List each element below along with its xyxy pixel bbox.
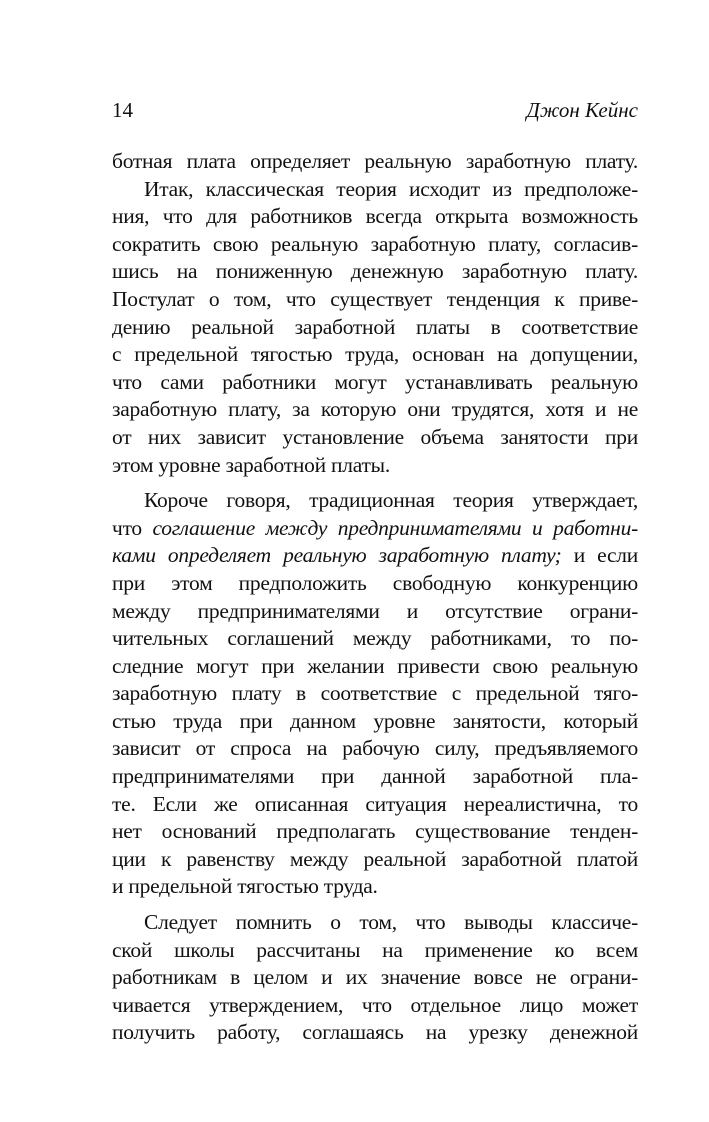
running-head-author: Джон Кейнс [526, 98, 638, 122]
emphasis-run: ками определяет реальную заработную плату; [112, 543, 562, 568]
paragraph-gap [112, 479, 638, 487]
text-line: сократить свою реальную заработную плату, согласив- [112, 231, 638, 256]
text-line: с предельной тягостью труда, основан на допущении, [112, 342, 638, 367]
text-line: от них зависит установление объема занятости при [112, 424, 638, 449]
text-line: предпринимателями при данной заработной пла- [112, 764, 638, 789]
page-header [112, 98, 638, 122]
body-text [112, 148, 638, 1047]
text-line [112, 515, 638, 543]
text-line: следние могут при желании привести свою реальную [112, 653, 638, 678]
text-line: при этом предположить свободную конкуренцию [112, 570, 638, 595]
emphasis-run: соглашение между предпринимателями и работни- [152, 515, 638, 540]
text-line: шись на пониженную денежную заработную плату. [112, 259, 638, 284]
paragraph-gap [112, 901, 638, 909]
paragraph [112, 487, 638, 901]
text-line: ской школы рассчитаны на применение ко всем [112, 937, 638, 962]
paragraph [112, 909, 638, 1047]
text-line: чивается утверждением, что отдельное лицо может [112, 992, 638, 1017]
text-line: этом уровне заработной платы. [112, 452, 390, 477]
text-line: Следует помнить о том, что выводы классиче- [144, 910, 638, 935]
text-line: получить работу, соглашаясь на урезку денежной [112, 1020, 638, 1045]
text-line: и предельной тягостью труда. [112, 874, 378, 899]
text-run: и если [561, 543, 638, 568]
text-line: Итак, классическая теория исходит из предположе- [144, 176, 638, 201]
text-line: заработную плату, за которую они трудятся, хотя и не [112, 397, 638, 422]
text-line: чительных соглашений между работниками, то по- [112, 626, 638, 651]
text-line [112, 542, 638, 570]
text-line: Короче говоря, традиционная теория утверждает, [144, 488, 638, 513]
text-line: нет оснований предполагать существование тенден- [112, 819, 638, 844]
text-line: ния, что для работников всегда открыта возможность [112, 204, 638, 229]
text-line: те. Если же описанная ситуация нереалистична, то [112, 791, 638, 816]
page-number: 14 [112, 98, 133, 122]
text-line: дению реальной заработной платы в соответствие [112, 314, 638, 339]
paragraph [112, 148, 638, 479]
text-line: между предпринимателями и отсутствие ограни- [112, 598, 638, 623]
text-line: Постулат о том, что существует тенденция к приве- [112, 286, 638, 311]
text-line: стью труда при данном уровне занятости, который [112, 708, 638, 733]
text-line: зависит от спроса на рабочую силу, предъявляемого [112, 736, 638, 761]
text-line: работникам в целом и их значение вовсе не ограни- [112, 965, 638, 990]
text-line: заработную плату в соответствие с предельной тяго- [112, 681, 638, 706]
text-line: ции к равенству между реальной заработной платой [112, 846, 638, 871]
text-line: что сами работники могут устанавливать реальную [112, 369, 638, 394]
text-run: что [112, 515, 153, 540]
text-line: ботная плата определяет реальную заработную плату. [112, 149, 638, 173]
